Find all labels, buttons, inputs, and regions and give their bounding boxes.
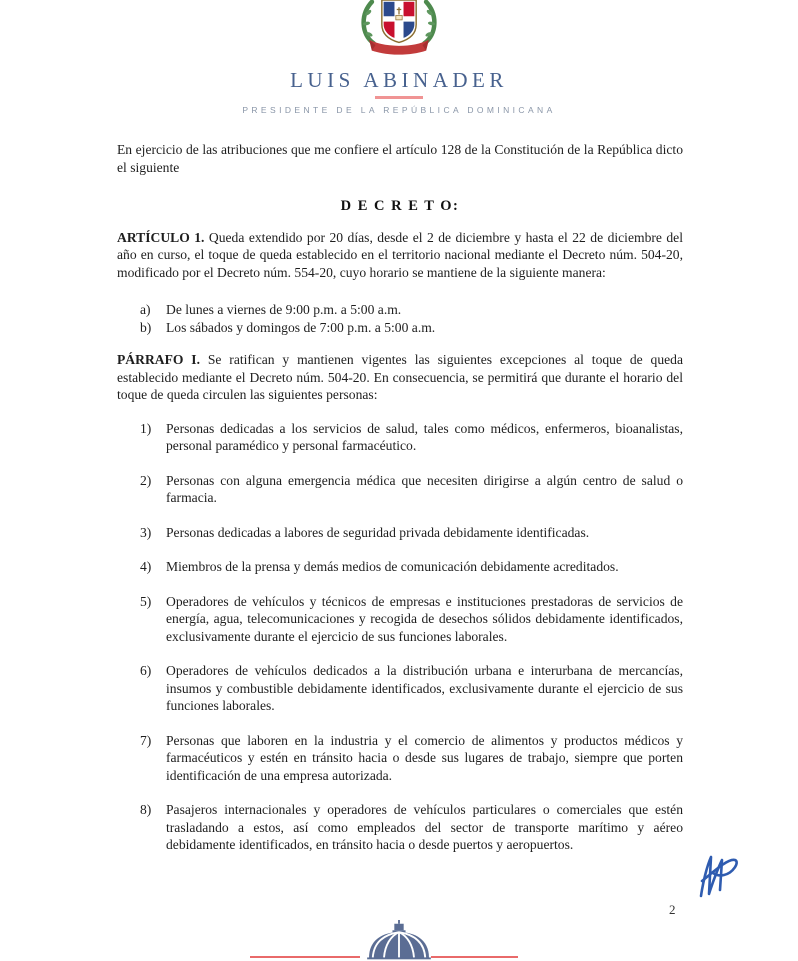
list-item [140, 732, 683, 785]
list-item [140, 593, 683, 646]
exceptions-list [117, 420, 683, 854]
list-item-marker: 7) [140, 732, 152, 748]
header-accent-rule [375, 96, 423, 99]
handwritten-initials-icon [694, 846, 744, 902]
list-item-marker: 6) [140, 663, 152, 678]
article-1-text: Queda extendido por 20 días, desde el 2 de diciembre y hasta el 22 de diciembre del año en curso, el toque de queda establecido en el territorio nacional mediante el Decreto núm. 504-20, modificado por el Decreto núm. 554-20, cuyo horario se mantiene de la siguiente manera: [117, 229, 683, 280]
list-item-text: Personas dedicadas a labores de seguridad privada debidamente identificadas. [166, 524, 590, 540]
list-item-marker: 8) [140, 802, 152, 817]
list-item-text: Operadores de vehículos dedicados a la distribución urbana e interurbana de mercancías, insumos y combustible debidamente identificados, exclusivamente durante el ejercicio de sus funciones laborales. [166, 663, 683, 713]
list-item-text: De lunes a viernes de 9:00 p.m. a 5:00 a.m. [166, 302, 402, 317]
document-body [117, 141, 683, 871]
list-item-marker: b) [140, 319, 152, 335]
list-item-text: Pasajeros internacionales y operadores de vehículos particulares o comerciales que estén trasladando a estos, así como empleados del sector de transporte marítimo y aéreo debidamente identificados, en tránsito hacia o desde puertos y aeropuertos. [166, 802, 683, 852]
parrafo-1-label: PÁRRAFO I. [117, 352, 200, 367]
article-1-label: ARTÍCULO 1. [117, 229, 205, 245]
list-item [140, 558, 683, 576]
list-item [140, 524, 683, 542]
footer-rule-right [431, 956, 518, 958]
list-item-marker: a) [140, 302, 151, 317]
list-item [140, 472, 683, 507]
list-item-marker: 5) [140, 593, 152, 609]
list-item [140, 319, 683, 337]
list-item-text: Personas dedicadas a los servicios de salud, tales como médicos, enfermeros, bioanalistas, personal paramédico y personal farmacéutico. [166, 420, 683, 453]
list-item-marker: 4) [140, 559, 152, 574]
list-item-text: Personas con alguna emergencia médica que necesiten dirigirse a algún centro de salud o farmacia. [166, 472, 683, 505]
list-item [140, 301, 683, 319]
president-title: PRESIDENTE DE LA REPÚBLICA DOMINICANA [242, 105, 556, 115]
parrafo-1-text: Se ratifican y mantienen vigentes las siguientes excepciones al toque de queda establecido mediante el Decreto núm. 504-20. En consecuencia, se permitirá que durante el horario del toque de queda circulen las siguientes personas: [117, 352, 683, 402]
footer-rule-left [250, 956, 360, 958]
parrafo-1-paragraph [117, 351, 683, 404]
page-number: 2 [669, 902, 676, 917]
dominican-coat-of-arms-icon [353, 0, 445, 56]
list-item-text: Operadores de vehículos y técnicos de empresas e instituciones prestadoras de servicios de energía, agua, telecomunicaciones y recogida de desechos sólidos debidamente identificados, exclusivamente durante el ejercicio de sus funciones laborales. [166, 593, 683, 644]
list-item [140, 420, 683, 455]
article-1-paragraph [117, 229, 683, 282]
list-item-text: Miembros de la prensa y demás medios de comunicación debidamente acreditados. [166, 559, 619, 574]
list-item-marker: 1) [140, 420, 152, 436]
list-item-marker: 2) [140, 472, 152, 488]
president-name: LUIS ABINADER [290, 68, 508, 92]
list-item [140, 662, 683, 715]
intro-paragraph: En ejercicio de las atribuciones que me confiere el artículo 128 de la Constitución de la República dicto el siguiente [117, 142, 683, 175]
decree-heading: D E C R E T O: [340, 198, 460, 214]
list-item-text: Personas que laboren en la industria y el comercio de alimentos y productos médicos y farmacéuticos y estén en tránsito hacia o desde sus lugares de trabajo, siempre que porten identificación de una empresa autorizada. [166, 732, 683, 783]
list-item-marker: 3) [140, 524, 152, 540]
list-item-text: Los sábados y domingos de 7:00 p.m. a 5:00 a.m. [166, 319, 436, 335]
list-item [140, 801, 683, 854]
national-palace-dome-icon [360, 920, 438, 961]
curfew-schedule-list [117, 301, 683, 336]
